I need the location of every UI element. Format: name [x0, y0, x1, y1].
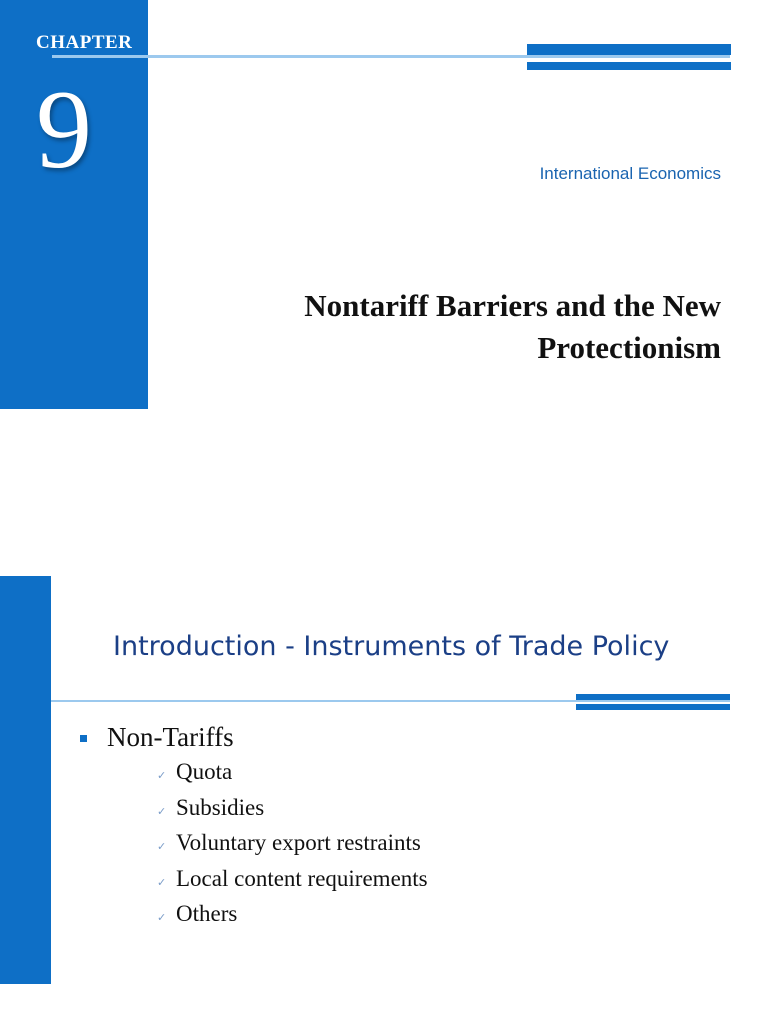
- course-subject: International Economics: [539, 164, 721, 183]
- bullet-non-tariffs: [80, 722, 234, 753]
- header-divider-accent-bottom: [527, 62, 731, 70]
- slide-chapter-title: [0, 0, 768, 420]
- check-mark-icon: ✓: [157, 804, 167, 818]
- list-item-label: Voluntary export restraints: [176, 830, 421, 855]
- chapter-title: [201, 285, 721, 369]
- list-item-label: Quota: [176, 759, 233, 784]
- check-mark-icon: ✓: [157, 769, 167, 782]
- list-item: [157, 830, 428, 866]
- list-item: [157, 795, 428, 831]
- list-item: [157, 901, 428, 937]
- non-tariff-list: [157, 759, 428, 937]
- chapter-side-bar: [0, 0, 148, 409]
- list-item-label: Others: [176, 901, 238, 926]
- chapter-title-line-1: Nontariff Barriers and the New: [304, 288, 721, 323]
- list-item-label: Subsidies: [176, 794, 265, 820]
- list-item: [157, 759, 428, 795]
- bullet-label: Non-Tariffs: [107, 722, 234, 752]
- check-mark-icon: ✓: [157, 911, 167, 924]
- slide-heading: Introduction - Instruments of Trade Policy: [113, 631, 670, 662]
- chapter-number: 9: [36, 68, 92, 192]
- check-mark-icon: ✓: [157, 875, 167, 889]
- list-item: [157, 866, 428, 902]
- chapter-label: CHAPTER: [36, 32, 133, 53]
- header-divider-accent-top: [527, 44, 731, 55]
- list-item-label: Local content requirements: [176, 865, 428, 891]
- slide-introduction: [0, 576, 768, 1024]
- square-bullet-icon: [80, 735, 87, 742]
- heading-divider-thin: [51, 700, 730, 702]
- header-divider-thin: [52, 55, 730, 58]
- check-mark-icon: ✓: [157, 840, 167, 853]
- heading-divider-accent-bottom: [576, 704, 730, 710]
- intro-side-bar: [0, 576, 51, 984]
- chapter-title-line-2: Protectionism: [537, 330, 721, 365]
